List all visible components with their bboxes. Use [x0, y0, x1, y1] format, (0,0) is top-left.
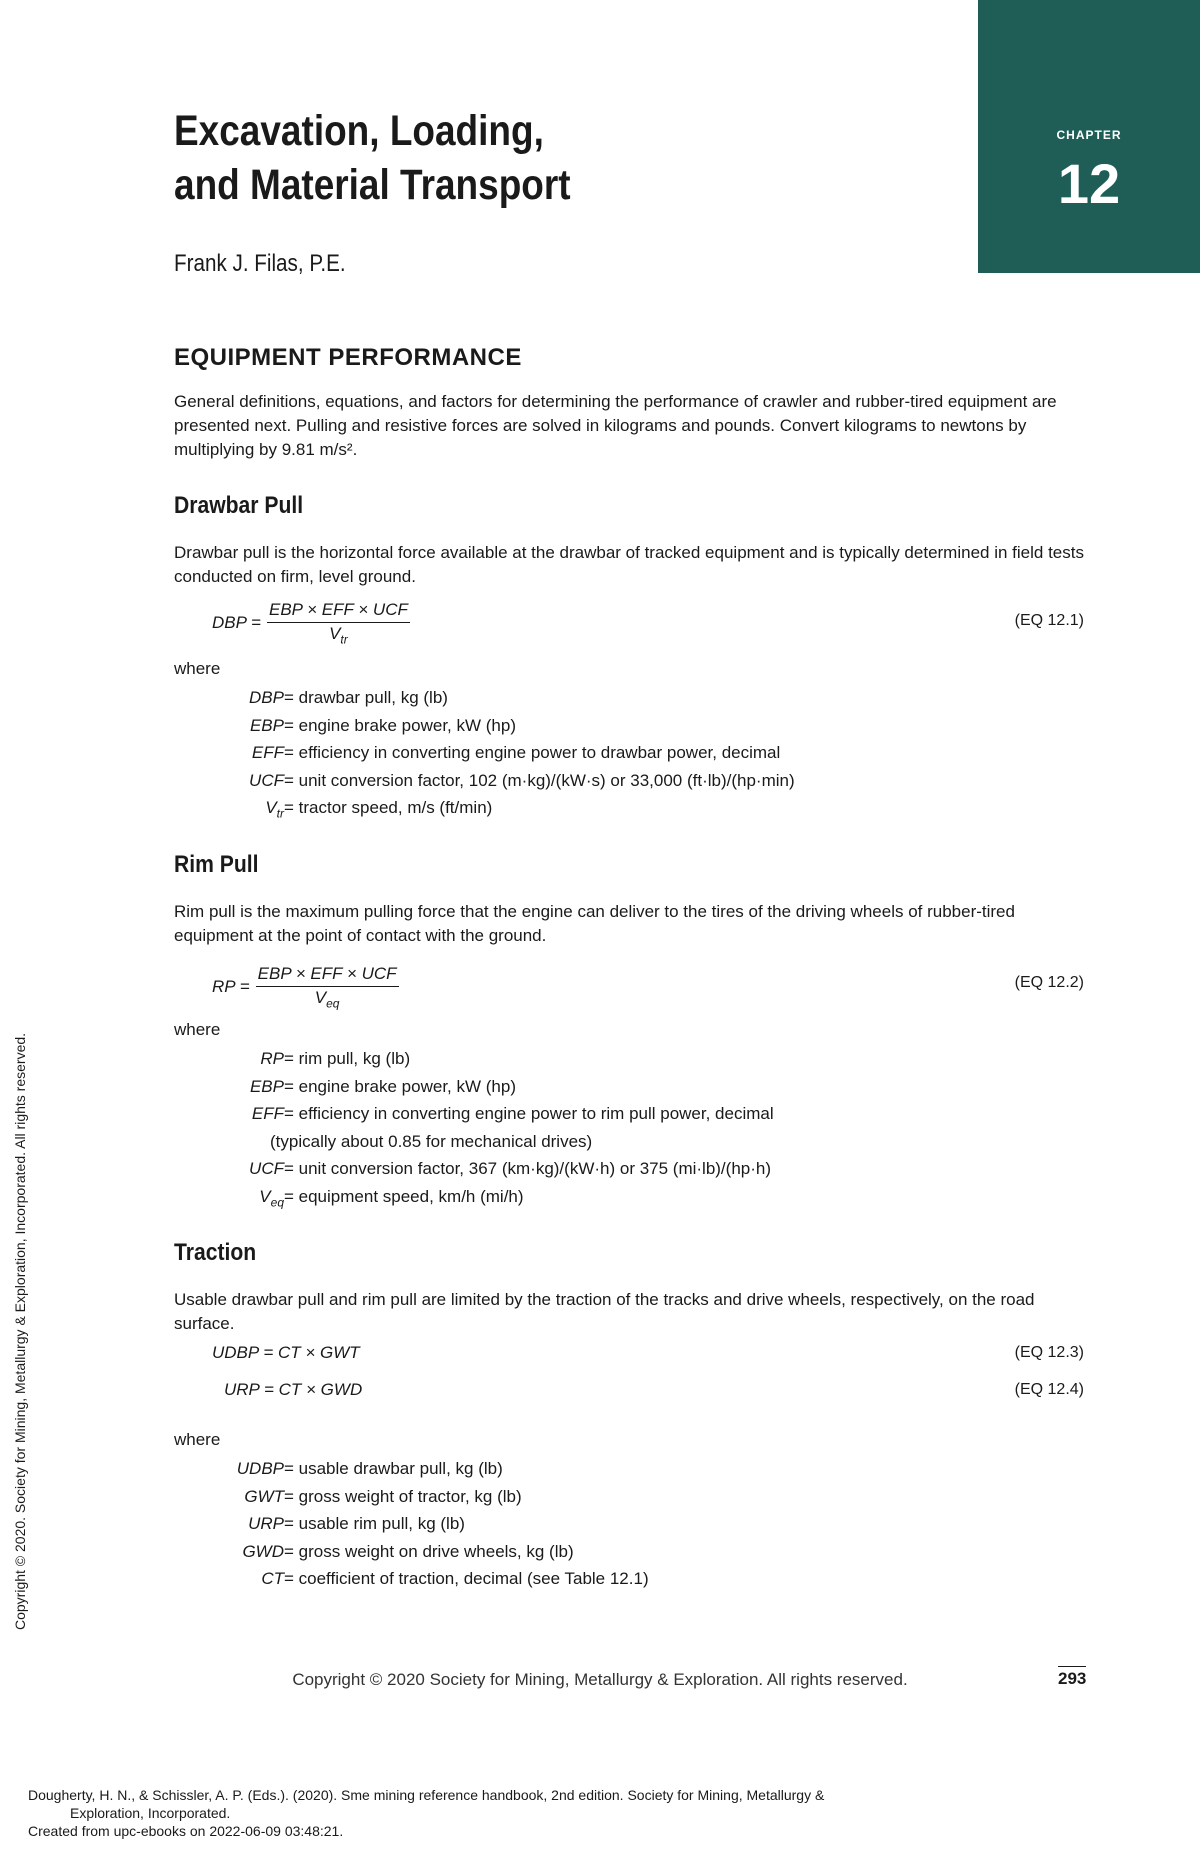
- definition-term: UCF: [249, 1159, 284, 1178]
- equation-12-1: [212, 600, 410, 646]
- definition-item: [174, 1565, 1024, 1593]
- definition-item: [174, 739, 1024, 767]
- definition-item: [174, 1510, 1024, 1538]
- where-label: where: [174, 1020, 221, 1039]
- definition-item: [174, 1073, 1024, 1101]
- definition-term: EBP: [249, 715, 284, 735]
- equation-lhs: DBP =: [212, 613, 261, 633]
- definition-text: = unit conversion factor, 367 (km·kg)/(kW·h) or 375 (mi·lb)/(hp·h): [284, 1159, 772, 1178]
- equation-number-12-4: (EQ 12.4): [1014, 1381, 1084, 1398]
- equation-lhs: RP =: [212, 977, 250, 997]
- definition-item: [174, 1483, 1024, 1511]
- definition-text: = engine brake power, kW (hp): [284, 715, 516, 735]
- definition-text: = unit conversion factor, 102 (m·kg)/(kW·s) or 33,000 (ft·lb)/(hp·min): [284, 770, 795, 790]
- side-copyright: Copyright © 2020. Society for Mining, Metallurgy & Exploration, Incorporated. All rights reserved.: [12, 1032, 28, 1630]
- rim-pull-heading: Rim Pull: [174, 851, 259, 878]
- denominator-subscript: eq: [326, 996, 340, 1011]
- equation-12-2: [212, 964, 399, 1010]
- drawbar-pull-paragraph: Drawbar pull is the horizontal force available at the drawbar of tracked equipment and is typically determined in field tests conducted on firm, level ground.: [174, 543, 1084, 586]
- definition-item: [174, 1538, 1024, 1566]
- where-label: where: [174, 1430, 221, 1449]
- definition-term: DBP: [249, 688, 284, 707]
- definition-text: = efficiency in converting engine power to rim pull power, decimal: [284, 1104, 774, 1123]
- denominator-symbol: V: [314, 988, 327, 1007]
- definition-term: $V_{eq}$: [259, 1186, 284, 1209]
- citation-line: Dougherty, H. N., & Schissler, A. P. (Eds.). (2020). Sme mining reference handbook, 2nd edition. Society for Mining, Metallurgy &: [28, 1787, 825, 1803]
- where-label: where: [174, 659, 221, 678]
- equation-numerator: EBP × EFF × UCF: [267, 600, 410, 623]
- definition-term: RP: [260, 1049, 284, 1068]
- definition-term: URP: [248, 1514, 284, 1533]
- definition-item: [174, 1455, 1024, 1483]
- definition-term: UDBP: [236, 1459, 284, 1478]
- definition-item: [174, 712, 1024, 740]
- definition-text: = usable drawbar pull, kg (lb): [284, 1459, 503, 1478]
- definition-text: = efficiency in converting engine power to drawbar power, decimal: [284, 743, 781, 762]
- definition-text: = coefficient of traction, decimal (see Table 12.1): [284, 1569, 649, 1588]
- equation-number-12-1: (EQ 12.1): [1014, 612, 1084, 629]
- definition-item: [174, 1045, 1024, 1073]
- definition-item: [174, 1155, 1024, 1183]
- definition-item: [174, 684, 1024, 712]
- citation-line: Exploration, Incorporated.: [70, 1805, 231, 1821]
- definition-item: [174, 1100, 1024, 1128]
- intro-paragraph: General definitions, equations, and factors for determining the performance of crawler and rubber-tired equipment are presented next. Pulling and resistive forces are solved in kilograms and pounds. Convert kilograms to newtons by multiplying by 9.81 m/s².: [174, 392, 1057, 459]
- equation-denominator: [315, 987, 340, 1010]
- definition-text: = engine brake power, kW (hp): [284, 1076, 516, 1096]
- drawbar-definitions: [174, 684, 1024, 822]
- definition-term: CT: [261, 1569, 284, 1588]
- chapter-title: [174, 104, 571, 212]
- chapter-title-line-2: and Material Transport: [174, 161, 571, 209]
- author-name: Frank J. Filas, P.E.: [174, 250, 346, 277]
- equation-denominator: [329, 623, 348, 646]
- definition-term: EFF: [251, 743, 284, 762]
- traction-heading: Traction: [174, 1239, 257, 1266]
- equation-numerator: EBP × EFF × UCF: [256, 964, 399, 987]
- traction-paragraph: Usable drawbar pull and rim pull are limited by the traction of the tracks and drive wheels, respectively, on the road surface.: [174, 1290, 1035, 1333]
- definition-text: = tractor speed, m/s (ft/min): [284, 798, 493, 817]
- definition-term: $V_{tr}$: [265, 798, 284, 821]
- definition-text: = gross weight of tractor, kg (lb): [284, 1486, 522, 1506]
- chapter-number: 12: [1057, 152, 1121, 215]
- definition-text: = drawbar pull, kg (lb): [284, 688, 448, 707]
- definition-text: = equipment speed, km/h (mi/h): [284, 1186, 524, 1206]
- footer-copyright: Copyright © 2020 Society for Mining, Metallurgy & Exploration. All rights reserved.: [292, 1670, 908, 1689]
- definition-item: [174, 767, 1024, 795]
- chapter-banner: [978, 0, 1200, 273]
- citation-created-line: Created from upc-ebooks on 2022-06-09 03:48:21.: [28, 1823, 344, 1839]
- denominator-symbol: V: [329, 624, 341, 643]
- definition-item: [174, 794, 1024, 822]
- chapter-title-line-1: Excavation, Loading,: [174, 107, 544, 155]
- equation-number-12-2: (EQ 12.2): [1014, 974, 1084, 991]
- definition-term: UCF: [249, 770, 284, 790]
- definition-term: EFF: [251, 1104, 284, 1123]
- section-heading: EQUIPMENT PERFORMANCE: [174, 344, 522, 371]
- equation-12-4: URP = CT × GWD: [224, 1380, 363, 1399]
- definition-term: GWD: [242, 1541, 284, 1561]
- page-number: 293: [1058, 1666, 1086, 1689]
- definition-continuation: (typically about 0.85 for mechanical drives): [270, 1131, 593, 1151]
- definition-item: [174, 1183, 1024, 1211]
- rim-pull-paragraph: Rim pull is the maximum pulling force that the engine can deliver to the tires of the driving wheels of rubber-tired equipment at the point of contact with the ground.: [174, 902, 1015, 945]
- equation-number-12-3: (EQ 12.3): [1014, 1344, 1084, 1361]
- rim-pull-definitions: [174, 1045, 1024, 1210]
- definition-term: GWT: [244, 1486, 284, 1506]
- definition-text: = usable rim pull, kg (lb): [284, 1514, 465, 1533]
- definition-term: EBP: [249, 1076, 284, 1096]
- definition-text: = gross weight on drive wheels, kg (lb): [284, 1541, 574, 1561]
- traction-definitions: [174, 1455, 1024, 1593]
- chapter-label: CHAPTER: [1056, 128, 1122, 142]
- equation-fraction: [267, 600, 410, 646]
- drawbar-pull-heading: Drawbar Pull: [174, 492, 304, 519]
- equation-fraction: [256, 964, 399, 1010]
- definition-text: = rim pull, kg (lb): [284, 1049, 411, 1068]
- citation-block: [28, 1786, 988, 1840]
- equation-12-3: UDBP = CT × GWT: [212, 1343, 360, 1362]
- denominator-subscript: tr: [340, 632, 348, 647]
